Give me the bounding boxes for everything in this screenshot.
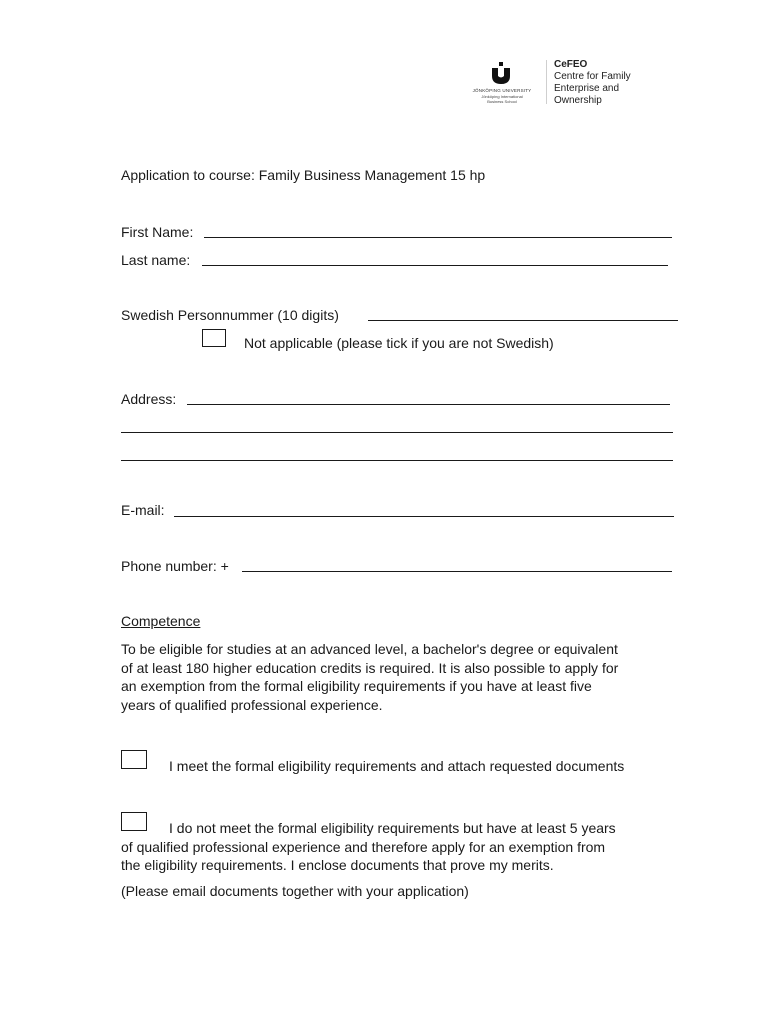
exemption-label-line: the eligibility requirements. I enclose documents that prove my merits. [121, 857, 554, 873]
first-name-field[interactable] [204, 237, 672, 238]
competence-paragraph-line: years of qualified professional experience. [121, 696, 383, 713]
email-label: E-mail: [121, 502, 165, 518]
address-field-line-3[interactable] [121, 460, 673, 461]
exemption-label [121, 819, 681, 875]
address-field-line-1[interactable] [187, 404, 670, 405]
phone-field[interactable] [242, 571, 672, 572]
competence-paragraph [121, 640, 681, 714]
personnummer-field[interactable] [368, 320, 678, 321]
center-line-3: Ownership [554, 95, 602, 106]
not-applicable-checkbox[interactable] [202, 329, 226, 347]
form-title: Application to course: Family Business Management 15 hp [121, 167, 486, 183]
meets-requirements-checkbox[interactable] [121, 750, 147, 769]
not-applicable-label: Not applicable (please tick if you are not Swedish) [244, 335, 554, 351]
exemption-label-line: I do not meet the formal eligibility requirements but have at least 5 years [169, 820, 616, 836]
center-acronym: CeFEO [554, 59, 588, 70]
email-documents-note: (Please email documents together with your application) [121, 883, 469, 899]
last-name-label: Last name: [121, 252, 191, 268]
personnummer-label: Swedish Personnummer (10 digits) [121, 307, 339, 323]
meets-requirements-label: I meet the formal eligibility requirements and attach requested documents [169, 758, 625, 774]
competence-paragraph-line: To be eligible for studies at an advanced level, a bachelor's degree or equivalent [121, 641, 618, 657]
university-subtitle-1: Jönköping International [481, 94, 523, 99]
phone-label: Phone number: + [121, 558, 229, 574]
university-name: JÖNKÖPING UNIVERSITY [472, 88, 532, 93]
address-field-line-2[interactable] [121, 432, 673, 433]
exemption-label-line: of qualified professional experience and therefore apply for an exemption from [121, 838, 606, 855]
center-logo-text [554, 59, 631, 107]
last-name-field[interactable] [202, 265, 668, 266]
center-line-1: Centre for Family [554, 71, 631, 82]
email-field[interactable] [174, 516, 674, 517]
competence-paragraph-line: an exemption from the formal eligibility requirements if you have at least five [121, 678, 592, 694]
logo-divider [546, 60, 547, 104]
center-line-2: Enterprise and [554, 83, 620, 94]
competence-heading: Competence [121, 613, 201, 629]
address-label: Address: [121, 391, 177, 407]
university-logo-icon [490, 62, 512, 84]
first-name-label: First Name: [121, 224, 194, 240]
competence-paragraph-line: of at least 180 higher education credits is required. It is also possible to apply for [121, 659, 619, 676]
university-subtitle-2: Business School [487, 99, 517, 104]
